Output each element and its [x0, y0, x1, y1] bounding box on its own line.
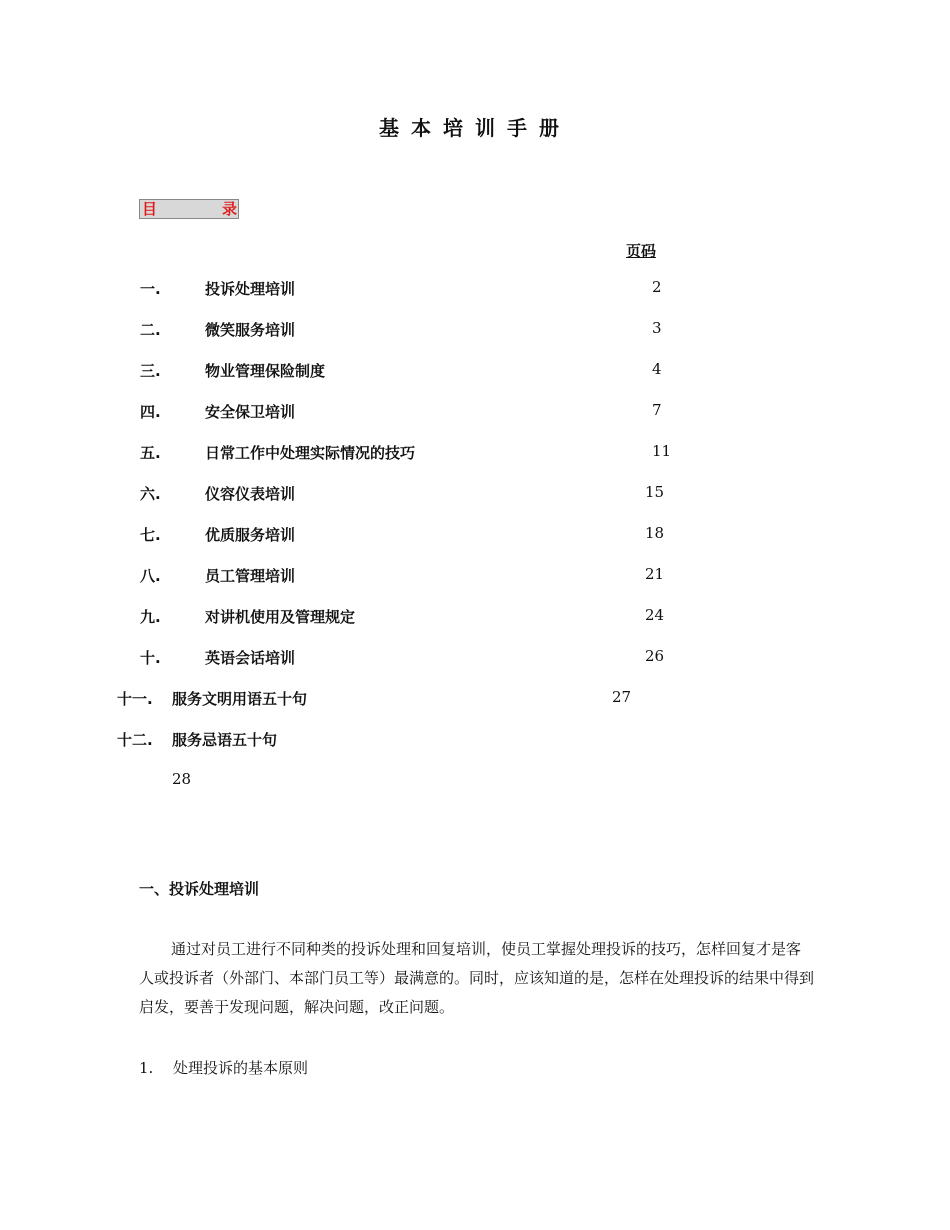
- toc-row: [140, 524, 700, 544]
- toc-row: [140, 647, 700, 667]
- toc-row: [140, 606, 700, 626]
- toc-number: 十一.: [117, 690, 153, 708]
- toc-text: 英语会话培训: [205, 649, 296, 667]
- toc-text: 投诉处理培训: [205, 280, 296, 298]
- toc-number: 七.: [140, 526, 161, 544]
- toc-row: [140, 319, 700, 339]
- page-number-header: 页码: [626, 242, 657, 260]
- toc-number: 一.: [140, 280, 161, 298]
- toc-row: [140, 278, 700, 298]
- toc-number: 六.: [140, 485, 161, 503]
- toc-number: 十.: [140, 649, 161, 667]
- toc-text: 物业管理保险制度: [205, 362, 326, 380]
- toc-row: [140, 565, 700, 585]
- toc-page: 2: [652, 278, 662, 296]
- toc-text: 安全保卫培训: [205, 403, 296, 421]
- toc-page: 15: [645, 483, 665, 501]
- toc-page: 27: [612, 688, 632, 706]
- toc-page: 24: [645, 606, 665, 624]
- toc-number: 八.: [140, 567, 161, 585]
- toc-text: 微笑服务培训: [205, 321, 296, 339]
- toc-row: [140, 483, 700, 503]
- toc-row: [117, 688, 677, 708]
- toc-page: 21: [645, 565, 665, 583]
- toc-text: 仪容仪表培训: [205, 485, 296, 503]
- toc-page: 26: [645, 647, 665, 665]
- toc-text: 对讲机使用及管理规定: [205, 608, 356, 626]
- toc-number: 三.: [140, 362, 161, 380]
- toc-page: 28: [172, 770, 192, 788]
- toc-row: [140, 360, 700, 380]
- document-title: 基本培训手册: [379, 116, 571, 140]
- toc-text: 服务文明用语五十句: [172, 690, 308, 708]
- subsection-heading: [139, 1057, 308, 1078]
- toc-label-right: 录: [222, 200, 238, 218]
- section-heading: 一、投诉处理培训: [139, 880, 260, 898]
- toc-label-left: 目: [142, 200, 158, 218]
- subsection-text: 处理投诉的基本原则: [173, 1059, 309, 1077]
- toc-text: 服务忌语五十句: [172, 731, 278, 749]
- toc-row: [140, 442, 700, 462]
- toc-text: 日常工作中处理实际情况的技巧: [205, 444, 416, 462]
- toc-page: 7: [652, 401, 662, 419]
- toc-number: 四.: [140, 403, 161, 421]
- toc-number: 二.: [140, 321, 161, 339]
- toc-number: 五.: [140, 444, 161, 462]
- toc-row: [117, 729, 677, 791]
- toc-label: [139, 199, 239, 219]
- body-paragraph: 通过对员工进行不同种类的投诉处理和回复培训，使员工掌握处理投诉的技巧，怎样回复才是客人或投诉者（外部门、本部门员工等）最满意的。同时，应该知道的是，怎样在处理投诉的结果中得到启发，要善于发现问题，解决问题，改正问题。: [139, 940, 815, 1016]
- toc-number: 十二.: [117, 731, 153, 749]
- toc-page: 11: [652, 442, 672, 460]
- toc-number: 九.: [140, 608, 161, 626]
- toc-page: 3: [652, 319, 662, 337]
- toc-text: 优质服务培训: [205, 526, 296, 544]
- toc-page: 18: [645, 524, 665, 542]
- subsection-number: 1.: [139, 1059, 154, 1077]
- toc-page: 4: [652, 360, 662, 378]
- toc-text: 员工管理培训: [205, 567, 296, 585]
- toc-row: [140, 401, 700, 421]
